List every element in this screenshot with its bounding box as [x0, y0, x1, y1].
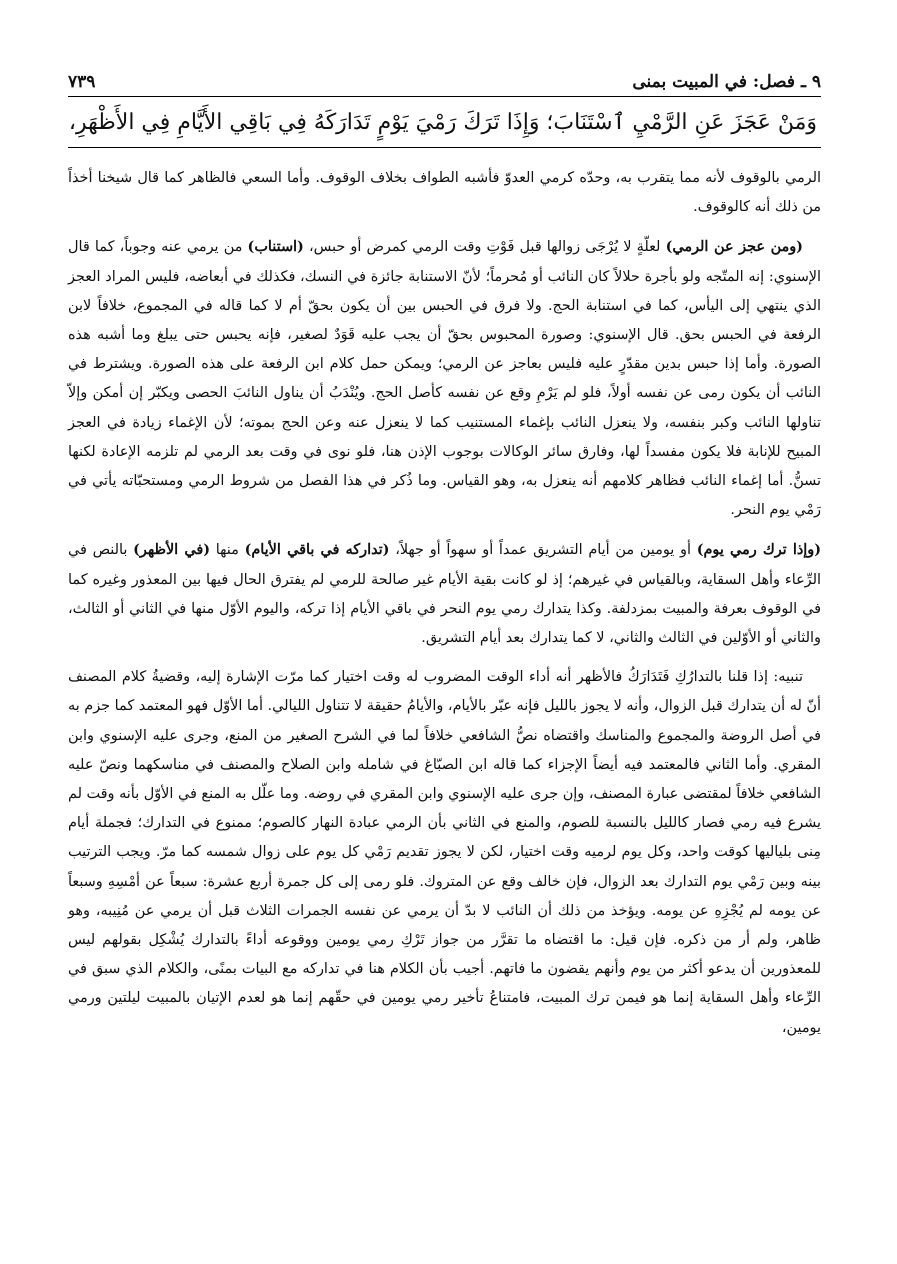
matn-quote: (تداركه في باقي الأيام) [244, 541, 390, 559]
commentary-text: تنبيه: إذا قلنا بالتدارُكِ فَتَدَارَكُ فالأظهر أنه أداء الوقت المضروب له وقت اختيار كما مرّت الإشارة إليه، وقضيةُ كلام المصنف أنّ له أن يتدارك قبل الزوال، وأنه لا يجوز بالليل فإنه عبّر بالأيام، والأيامُ حقيقة لا تتناول الليالي. أما الأوّل فهو المعتمد كما جزم به في أصل الروضة والمجموع والمناسك واقتضاه نصُّ الشافعي خلافاً لما في الشرح الصغير من المنع، وجرى عليه الإسنوي وابن المقري. وأما الثاني فالمعتمد فيه أيضاً الإجزاء كما قاله ابن الصبّاغ في شامله وابن الصلاح والمصنف في مناسكهما ونصّ عليه الشافعي خلافاً لمقتضى عبارة المصنف، وإن جرى عليه الإسنوي وابن المقري في روضه. وما علّل به المنع في الأوّل بأنه وقت لم يشرع فيه رمي فصار كالليل بالنسبة للصوم، والمنع في الثاني بأن الرمي عبادة النهار كالصوم؛ ممنوع في التدارك؛ فجملة أيام مِنى بلياليها كوقت واحد، وكل يوم لرميه وقت اختيار، لكن لا يجوز تقديم رَمْي كل يوم على زوال شمسه كما مرّ. ويجب الترتيب بينه وبين رَمْي يوم التدارك بعد الزوال، فإن خالف وقع عن المتروك. فلو رمى إلى كل جمرة أربع عشرة: سبعاً عن أمْسِهِ وسبعاً عن يومه لم يُجْزِهِ عن يومه. ويؤخذ من ذلك أن النائب لا بدّ أن يرمي عن نفسه الجمرات الثلاث قبل أن يرمي عن مُنِيبه، وهو ظاهر، ولم أر من ذكره. فإن قيل: ما اقتضاه ما تقرَّر من جواز تَرْكِ رمي يومين ووقوعه أداءً بالتدارك يُشْكِل بقولهم ليس للمعذورين أن يدعو أكثر من يوم وأنهم يقضون ما فاتهم. أجيب بأن الكلام هنا في تداركه مع البيات بمنًى، والكلام الذي سبق في الرِّعاء وأهل السقاية إنما هو فيمن ترك المبيت، فامتناعُ تأخير رمي يومين في حقّهم إنما هو لعدم الإتيان بالمبيت ليلتين ورمي يومين، [68, 669, 821, 1036]
commentary-body [68, 164, 821, 1043]
commentary-text: من يرمي عنه وجوباً، كما قال الإسنوي: إنه المتّجه ولو بأجرة حلالاً كان النائب أو مُحرماً؛ لأنّ الاستنابة جائزة في النسك، فكذلك في أبعاضه، فليس المراد العجز الذي ينتهي إلى اليأس، كما في استنابة الحج. ولا فرق في الحبس بين أن يكون بحقّ أم لا كما قاله في المجموع، خلافاً لابن الرفعة في الحبس بحق. قال الإسنوي: وصورة المحبوس بحقّ أن يجب عليه قَوَدٌ لصغير، فإنه يحبس حتى يبلغ وما أشبه هذه الصورة. وأما إذا حبس بدين مقدّرٍ عليه فليس بعاجز عن الرمي؛ ويمكن حمل كلام ابن الرفعة على هذه الصورة. ويشترط في النائب أن يكون رمى عن نفسه أولاً، فلو لم يَرْمِ وقع عن نفسه كأصل الحج. ويُنْدَبُ أن يناول النائبَ الحصى ويكبّر إن أمكن وإلاّ تناولها النائب وكبر بنفسه، ولا ينعزل النائب بإغماء المستنيب كما لا ينعزل عنه وعن الحج بموته؛ لأن الإغماء زيادة في العجز المبيح للإنابة فلا يكون مفسداً لها، وفارق سائر الوكالات بوجوب الإذن هنا، فلو نوى في وقت بعد الرمي لم تلزمه الإعادة لكنها تسنُّ. أما إغماء النائب فظاهر كلامهم أنه ينعزل به، وهو القياس. وما ذُكر في هذا الفصل من شروط الرمي ومستحبّاته يأتي في رَمْي يوم النحر. [68, 239, 821, 519]
chapter-number: ٩ ـ [800, 72, 821, 92]
commentary-text: بالنص في الرِّعاء وأهل السقاية، وبالقياس في غيرهم؛ إذ لو كانت بقية الأيام غير صالحة للرمي لم يفترق الحال فيها بين المعذور وغيره كما في الوقوف بعرفة والمبيت بمزدلفة. وكذا يتدارك رمي يوم النحر في باقي الأيام إذا تركه، واليوم الأوّل منها في الثاني أو الثالث، والثاني أو الأوّلين في الثالث والثاني، لا كما يتدارك بعد أيام التشريق. [68, 542, 821, 647]
commentary-paragraph [68, 164, 821, 222]
matn-quote: (ومن عجز عن الرمي) [665, 238, 803, 256]
chapter-title: فصل: في المبيت بمنى [632, 72, 795, 92]
commentary-paragraph [68, 663, 821, 1043]
commentary-text: لعلّةٍ لا يُرْجَى زوالها قبل فَوْتِ وقت الرمي كمرض أو حبس، [303, 239, 666, 256]
commentary-text: أو يومين من أيام التشريق عمداً أو سهواً أو جهلاً، [389, 542, 697, 559]
matn-quote: (في الأظهر) [133, 541, 211, 559]
matn-text: وَمَنْ عَجَزَ عَنِ الرَّمْيِ ٱسْتَنَابَ؛ وَإِذَا تَرَكَ رَمْيَ يَوْمٍ تَدَارَكَهُ فِي بَاقِي الأَيَّامِ فِي الأَظْهَرِ، [68, 103, 821, 148]
commentary-text: الرمي بالوقوف لأنه مما يتقرب به، وحدّه كرمي العدوّ فأشبه الطواف بخلاف الوقوف. وأما السعي فالظاهر كما قال شيخنا أخذاً من ذلك أنه كالوقوف. [68, 170, 821, 216]
matn-quote: (وإذا ترك رمي يوم) [696, 541, 822, 559]
commentary-paragraph [68, 232, 821, 525]
matn-quote: (استناب) [247, 238, 304, 256]
commentary-paragraph [68, 535, 821, 653]
chapter-heading [632, 72, 821, 92]
commentary-text: منها [210, 542, 245, 559]
page-header [68, 72, 821, 97]
page-number: ٧٣٩ [68, 72, 96, 92]
